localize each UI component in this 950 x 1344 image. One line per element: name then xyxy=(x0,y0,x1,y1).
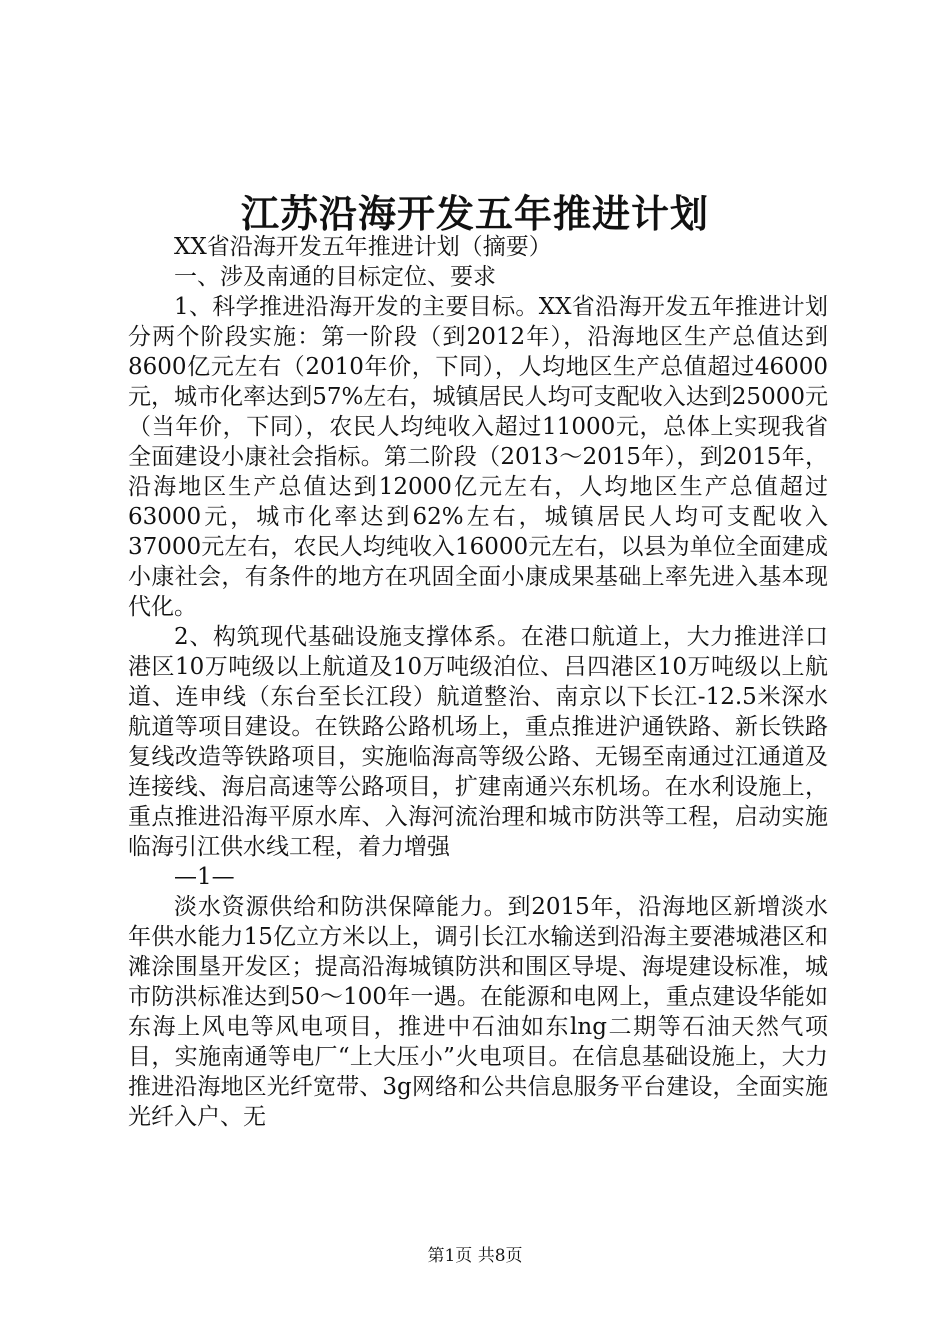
document-body xyxy=(128,232,828,1132)
inline-page-mark: —1— xyxy=(174,864,235,890)
paragraph-continuation: 淡水资源供给和防洪保障能力。到2015年，沿海地区新增淡水年供水能力15亿立方米以上，调引长江水输送到沿海主要港城港区和滩涂围垦开发区；提高沿海城镇防洪和围区导堤、海堤建设标准，城市防洪标准达到50～100年一遇。在能源和电网上，重点建设华能如东海上风电等风电项目，推进中石油如东lng二期等石油天然气项目，实施南通等电厂“上大压小”火电项目。在信息基础设施上，大力推进沿海地区光纤宽带、3g网络和公共信息服务平台建设，全面实施光纤入户、无 xyxy=(128,894,828,1130)
section-heading: 一、涉及南通的目标定位、要求 xyxy=(174,264,496,290)
document-title: 江苏沿海开发五年推进计划 xyxy=(240,191,709,236)
subtitle-paragraph: XX省沿海开发五年推进计划（摘要） xyxy=(174,234,552,260)
paragraph-infrastructure: 2、构筑现代基础设施支撑体系。在港口航道上，大力推进洋口港区10万吨级以上航道及10万吨级泊位、吕四港区10万吨级以上航道、连申线（东台至长江段）航道整治、南京以下长江-12.5米深水航道等项目建设。在铁路公路机场上，重点推进沪通铁路、新长铁路复线改造等铁路项目，实施临海高等级公路、无锡至南通过江通道及连接线、海启高速等公路项目，扩建南通兴东机场。在水利设施上，重点推进沿海平原水库、入海河流治理和城市防洪等工程，启动实施临海引江供水线工程，着力增强 xyxy=(128,624,828,860)
page-footer: 第1页 共8页 xyxy=(427,1246,523,1266)
paragraph-goals: 1、科学推进沿海开发的主要目标。XX省沿海开发五年推进计划分两个阶段实施：第一阶段（到2012年），沿海地区生产总值达到8600亿元左右（2010年价，下同），人均地区生产总值超过46000元，城市化率达到57%左右，城镇居民人均可支配收入达到25000元（当年价，下同），农民人均纯收入超过11000元，总体上实现我省全面建设小康社会指标。第二阶段（2013～2015年），到2015年，沿海地区生产总值达到12000亿元左右，人均地区生产总值超过63000元，城市化率达到62%左右，城镇居民人均可支配收入37000元左右，农民人均纯收入16000元左右，以县为单位全面建成小康社会，有条件的地方在巩固全面小康成果基础上率先进入基本现代化。 xyxy=(128,294,828,620)
